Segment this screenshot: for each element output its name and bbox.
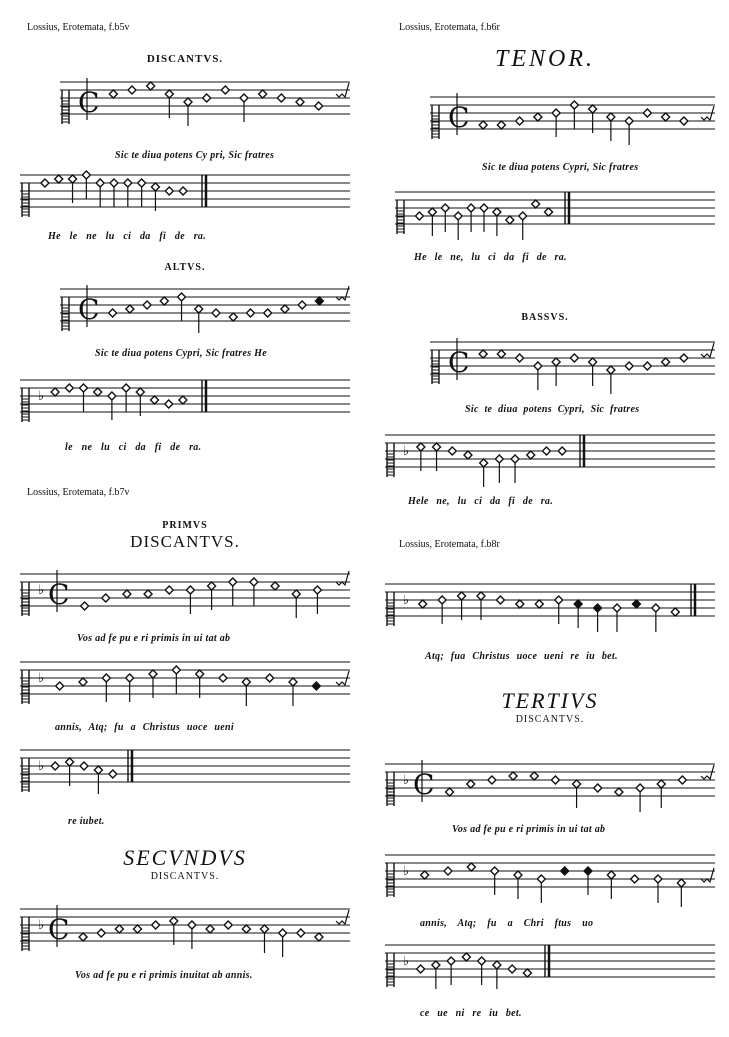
- svg-text:♭: ♭: [403, 954, 410, 969]
- music-staff-discantus-1: [60, 68, 350, 148]
- svg-text:C: C: [413, 768, 435, 801]
- music-staff-altus-2: [20, 370, 350, 430]
- lyrics-bassus-1: Sic te diua potens Cypri, Sic fratres: [465, 404, 640, 415]
- music-staff-primus-3: [20, 740, 350, 805]
- lyrics-discantus-1: Sic te diua potens Cy pri, Sic fratres: [115, 150, 275, 161]
- svg-text:C: C: [448, 346, 470, 379]
- music-staff-secundus-1: [20, 895, 350, 965]
- music-staff-discantus-2: [20, 165, 350, 230]
- svg-text:C: C: [448, 101, 470, 134]
- lyrics-altus-2: le ne lu ci da fi de ra.: [65, 442, 202, 453]
- voice-heading-discantus: DISCANTVS.: [146, 53, 224, 65]
- lyrics-secundus-1: Vos ad fe pu e ri primis inuitat ab annis.: [75, 970, 253, 981]
- music-staff-tertius-3: [385, 935, 715, 1000]
- music-staff-primus-1: [20, 562, 350, 627]
- source-caption-b5v: Lossius, Erotemata, f.b5v: [27, 22, 130, 33]
- voice-heading-tertius: TERTIVS: [501, 688, 599, 713]
- lyrics-primus-3: re iubet.: [68, 816, 105, 827]
- music-staff-primus-2: [20, 652, 350, 717]
- lyrics-tenor-1: Sic te diua potens Cypri, Sic fratres: [482, 162, 639, 173]
- lyrics-primus-2: annis, Atq; fu a Christus uoce ueni: [55, 722, 234, 733]
- voice-heading-bassus: BASSVS.: [521, 312, 569, 323]
- svg-text:♭: ♭: [403, 444, 410, 459]
- music-staff-tenor-2: [395, 182, 715, 247]
- lyrics-tertius-1: Vos ad fe pu e ri primis in ui tat ab: [452, 824, 606, 835]
- svg-text:♭: ♭: [403, 593, 410, 608]
- svg-text:♭: ♭: [38, 918, 45, 933]
- svg-text:♭: ♭: [38, 759, 45, 774]
- lyrics-discantus-2: He le ne lu ci da fi de ra.: [48, 231, 207, 242]
- music-staff-tertius-2: [385, 845, 715, 910]
- svg-text:♭: ♭: [403, 773, 410, 788]
- source-caption-b7v: Lossius, Erotemata, f.b7v: [27, 487, 130, 498]
- svg-text:C: C: [78, 293, 100, 326]
- voice-heading-discantus-secundus: DISCANTVS.: [150, 871, 220, 882]
- svg-text:♭: ♭: [38, 583, 45, 598]
- lyrics-tertius-2: annis, Atq; fu a Chri ftus uo: [420, 918, 594, 929]
- svg-text:♭: ♭: [38, 389, 45, 404]
- music-staff-bassus-2: [385, 425, 715, 490]
- music-staff-bassus-1: [430, 330, 715, 400]
- music-staff-b8r-1: [385, 572, 715, 642]
- source-caption-b6r: Lossius, Erotemata, f.b6r: [399, 22, 500, 33]
- music-staff-tertius-1: [385, 752, 715, 817]
- voice-heading-primus: PRIMVS: [162, 520, 208, 531]
- svg-text:C: C: [78, 86, 100, 119]
- svg-text:♭: ♭: [403, 864, 410, 879]
- source-caption-b8r: Lossius, Erotemata, f.b8r: [399, 539, 500, 550]
- music-staff-tenor-1: [430, 85, 715, 160]
- lyrics-tertius-3: ce ue ni re iu bet.: [420, 1008, 522, 1019]
- lyrics-b8r-1: Atq; fua Christus uoce ueni re iu bet.: [425, 651, 618, 662]
- svg-text:♭: ♭: [38, 671, 45, 686]
- voice-heading-altus: ALTVS.: [164, 262, 206, 273]
- voice-heading-discantus-tertius: DISCANTVS.: [515, 714, 585, 725]
- svg-text:C: C: [48, 578, 70, 611]
- lyrics-altus-1: Sic te diua potens Cypri, Sic fratres He: [95, 348, 267, 359]
- music-staff-altus-1: [60, 275, 350, 345]
- voice-heading-tenor: TENOR.: [494, 46, 595, 72]
- voice-heading-secundus: SECVNDVS: [123, 845, 247, 870]
- lyrics-primus-1: Vos ad fe pu e ri primis in ui tat ab: [77, 633, 231, 644]
- lyrics-tenor-2: He le ne, lu ci da fi de ra.: [414, 252, 567, 263]
- voice-heading-discantus-primus: DISCANTVS.: [130, 532, 240, 551]
- lyrics-bassus-2: Hele ne, lu ci da fi de ra.: [408, 496, 554, 507]
- svg-text:C: C: [48, 913, 70, 946]
